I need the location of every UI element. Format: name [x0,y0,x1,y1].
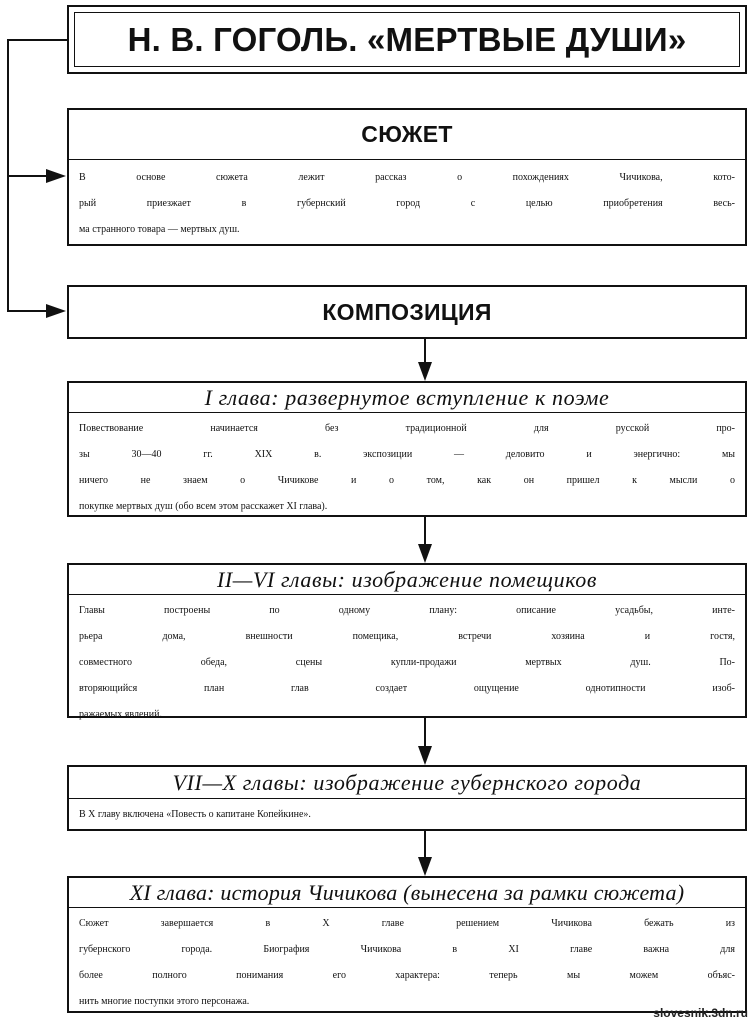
plot-line-2: рый приезжает в губернский город с целью приобретения весь- [79,198,735,209]
composition-header-label: КОМПОЗИЦИЯ [322,298,492,325]
chapter-3-header-label: VII—X главы: изображение губернского города [172,769,642,795]
chapter-4-header-label: XI глава: история Чичикова (вынесена за рамки сюжета) [129,879,685,905]
chapter-2-header [69,565,745,595]
chapter-2-header-label: II—VI главы: изображение помещиков [216,566,598,592]
chapter-1-line-1: Повествование начинается без традиционной для русской про- [79,423,735,434]
plot-header [69,110,745,160]
page-title: Н. В. ГОГОЛЬ. «МЕРТВЫЕ ДУШИ» [127,20,687,58]
chapter-3-header [69,767,745,799]
arrow-ch1-to-ch2-head [418,544,432,563]
composition-box [67,285,747,339]
plot-header-label: СЮЖЕТ [361,121,453,147]
chapter-4-line-4: нить многие поступки этого персонажа. [79,996,250,1007]
chapter-1-line-4: покупке мертвых душ (обо всем этом расскажет XI глава). [79,501,328,512]
chapter-2-body [69,595,745,728]
chapter-1-line-3: ничего не знаем о Чичикове и о том, как он пришел к мысли о [79,475,735,486]
watermark: slovesnik.3dn.ru [653,1006,748,1020]
arrow-ch3-to-ch4-head [418,857,432,876]
chapter-4-line-1: Сюжет завершается в X главе решением Чичикова бежать из [79,918,735,929]
arrow-composition-to-ch1-head [418,362,432,381]
chapter-4-line-2: губернского города. Биография Чичикова в XI главе важна для [79,944,735,955]
chapter-4-header [69,878,745,908]
chapter-4-line-3: более полного понимания его характера: теперь мы можем объяс- [79,970,735,981]
chapter-2-line-1: Главы построены по одному плану: описание усадьбы, инте- [79,605,735,616]
plot-box [67,108,747,246]
chapter-4-body [69,908,745,1015]
arrow-to-composition-head [46,304,66,318]
chapter-1-line-2: зы 30—40 гг. XIX в. экспозиции — деловито и энергично: мы [79,449,735,460]
plot-line-3: ма странного товара — мертвых душ. [79,224,240,235]
plot-body [69,160,745,243]
chapter-4-box [67,876,747,1013]
chapter-2-line-3: совместного обеда, сцены купли-продажи мертвых душ. По- [79,657,735,668]
chapter-3-body [69,799,745,828]
title-box [67,5,747,74]
chapter-1-box [67,381,747,517]
chapter-1-header [69,383,745,413]
chapter-1-header-label: I глава: развернутое вступление к поэме [204,384,610,410]
arrow-to-plot-head [46,169,66,183]
chapter-2-line-4: вторяющийся план глав создает ощущение однотипности изоб- [79,683,735,694]
chapter-1-body [69,413,745,520]
chapter-3-box [67,765,747,831]
plot-line-1: В основе сюжета лежит рассказ о похождениях Чичикова, кото- [79,172,735,183]
chapter-3-line-1: В X главу включена «Повесть о капитане Копейкине». [79,809,311,820]
arrow-ch2-to-ch3-head [418,746,432,765]
chapter-2-line-2: рьера дома, внешности помещика, встречи хозяина и гостя, [79,631,735,642]
chapter-2-line-5: ражаемых явлений. [79,709,162,720]
chapter-2-box [67,563,747,718]
